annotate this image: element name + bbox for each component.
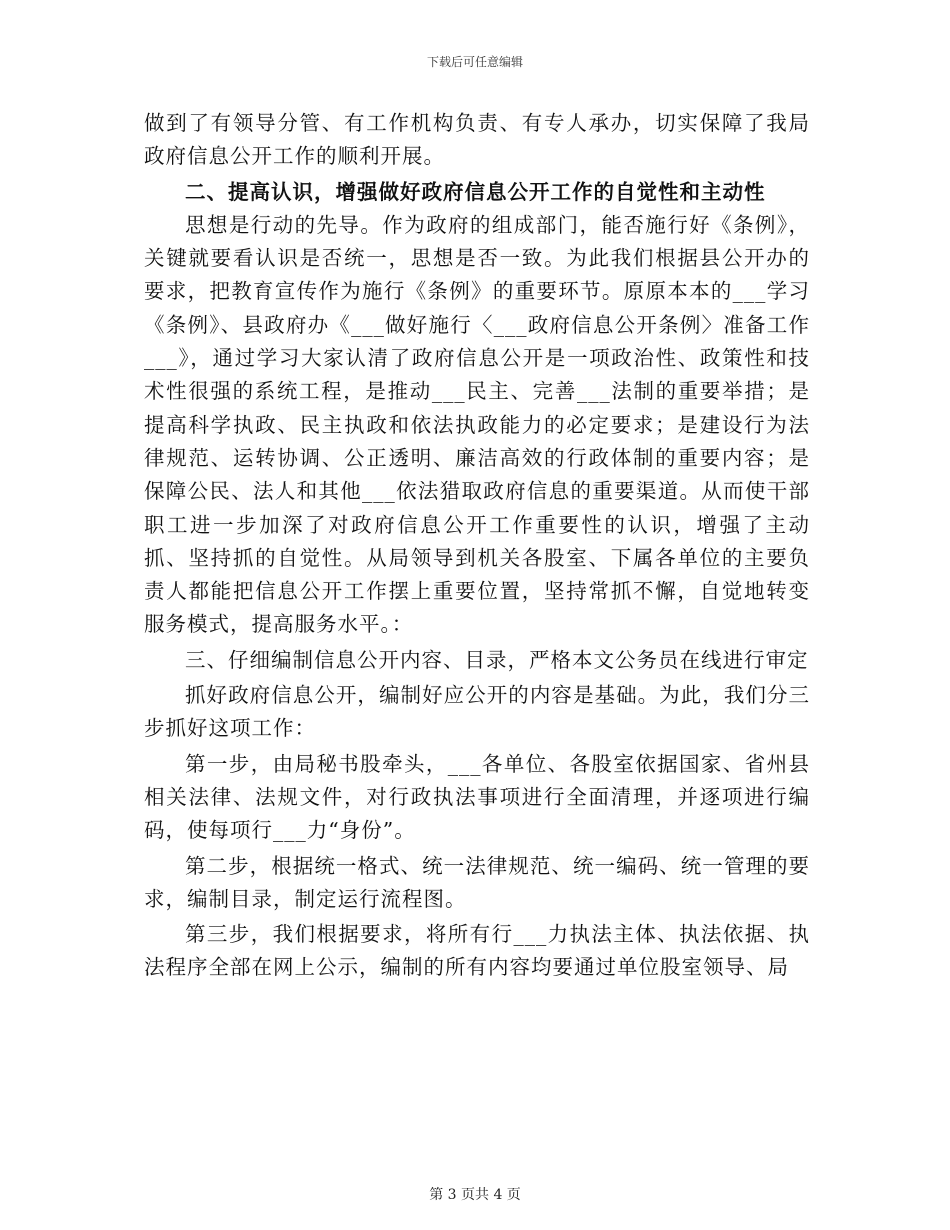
page-footer: 第 3 页共 4 页 (429, 1187, 521, 1203)
page-header: 下载后可任意编辑 (426, 55, 523, 69)
section-heading-2: 二、提高认识，增强做好政府信息公开工作的自觉性和主动性 (185, 179, 766, 204)
paragraph-continuation: 做到了有领导分管、有工作机构负责、有专人承办，切实保障了我局政府信息公开工作的顺利开展。 (144, 111, 810, 169)
paragraph-step-three: 第三步，我们根据要求，将所有行___力执法主体、执法依据、执法程序全部在网上公示，编制的所有内容均要通过单位股室领导、局 (144, 922, 810, 980)
paragraph-step-one: 第一步，由局秘书股牵头，___各单位、各股室依据国家、省州县相关法律、法规文件，对行政执法事项进行全面清理，并逐项进行编码，使每项行___力“身份”。 (144, 751, 810, 843)
paragraph-awareness: 思想是行动的先导。作为政府的组成部门，能否施行好《条例》，关键就要看认识是否统一，思想是否一致。为此我们根据县公开办的要求，把教育宣传作为施行《条例》的重要环节。原原本本的___学习《条例》、县政府办《___做好施行〈___政府信息公开条例〉准备工作___》，通过学习大家认清了政府信息公开是一项政治性、政策性和技术性很强的系统工程，是推动___民主、完善___法制的重要举措；是提高科学执政、民主执政和依法执政能力的必定要求；是建设行为法律规范、运转协调、公正透明、廉洁高效的行政体制的重要内容；是保障公民、法人和其他___依法猎取政府信息的重要渠道。从而使干部职工进一步加深了对政府信息公开工作重要性的认识，增强了主动抓、坚持抓的自觉性。从局领导到机关各股室、下属各单位的主要负责人都能把信息公开工作摆上重要位置，坚持常抓不懈，自觉地转变服务模式，提高服务水平。： (144, 212, 810, 637)
section-heading-3: 三、仔细编制信息公开内容、目录，严格本文公务员在线进行审定 (185, 647, 809, 672)
paragraph-step-two: 第二步，根据统一格式、统一法律规范、统一编码、统一管理的要求，编制目录，制定运行流程图。 (144, 853, 810, 911)
paragraph-three-steps: 抓好政府信息公开，编制好应公开的内容是基础。为此，我们分三步抓好这项工作： (144, 683, 810, 741)
document-body (144, 107, 810, 985)
